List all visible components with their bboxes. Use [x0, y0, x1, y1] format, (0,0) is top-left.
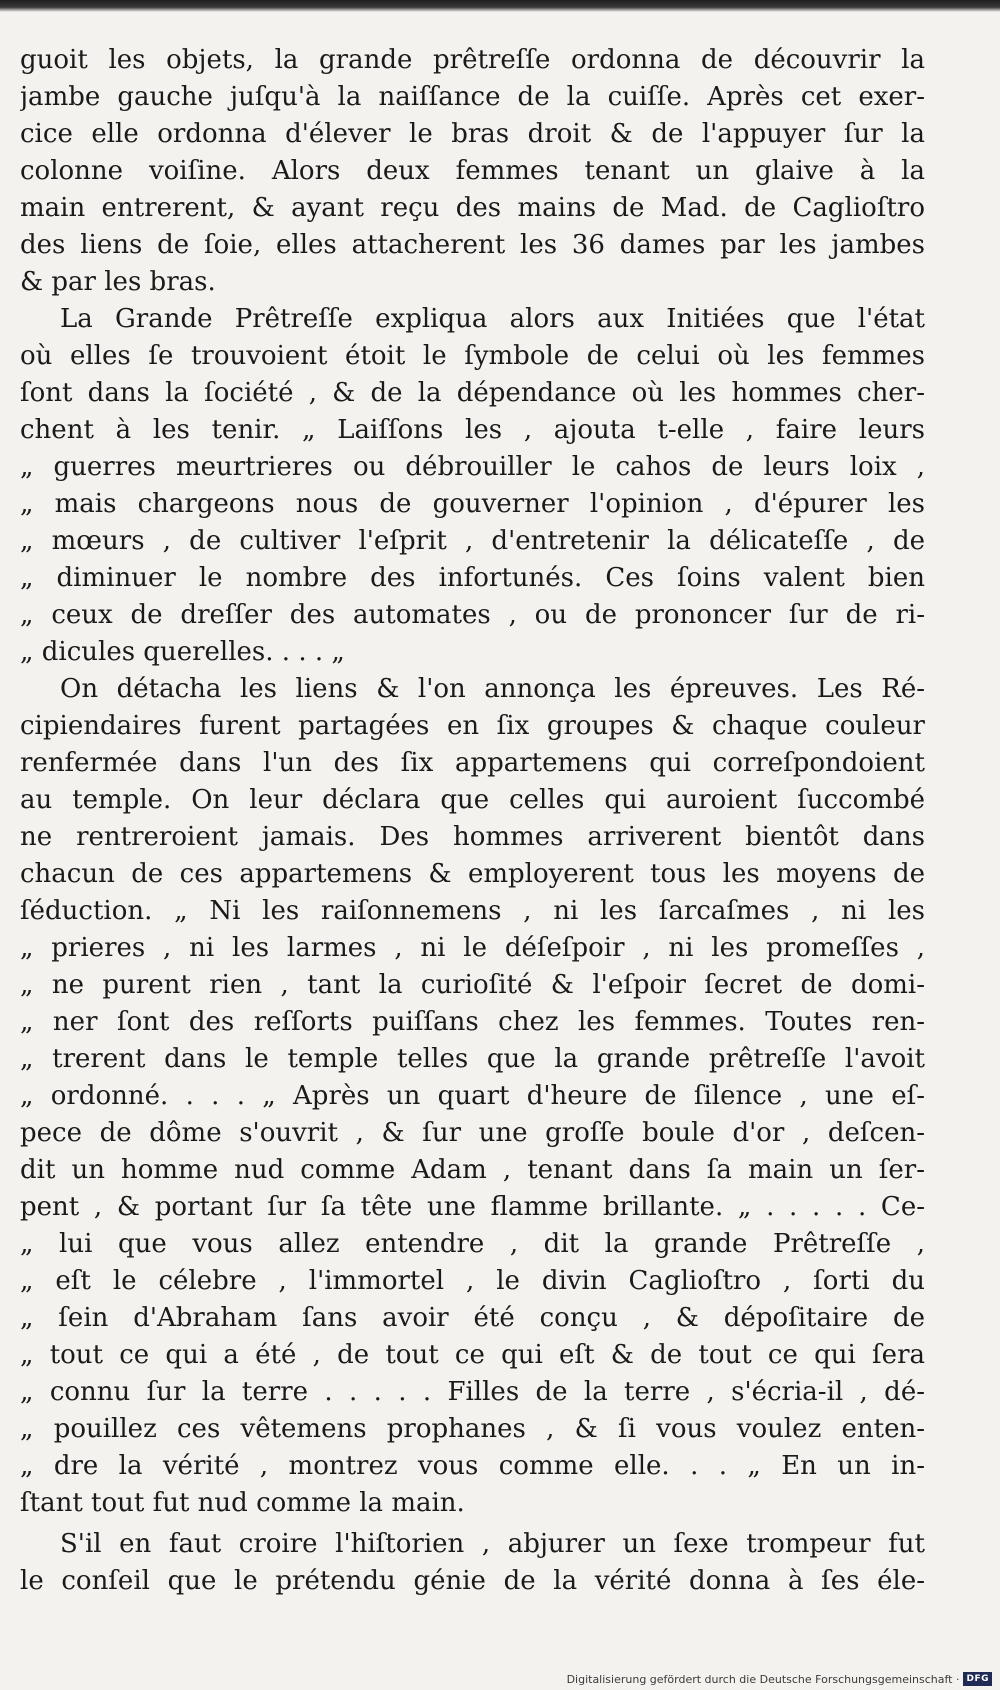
credit-text: Digitalisierung gefördert durch die Deutsche Forschungsgemeinschaft ·	[566, 1672, 960, 1686]
dfg-logo-icon: DFG	[963, 1672, 992, 1686]
text-line: ſtant tout fut nud comme la main.	[20, 1488, 465, 1518]
text-line: „ eſt le célebre , l'immortel , le divin Caglioſtro , ſorti du	[20, 1266, 925, 1296]
text-line: au temple. On leur déclara que celles qui auroient ſuccombé	[20, 785, 925, 815]
text-line: „ ſein d'Abraham ſans avoir été conçu , & dépoſitaire de	[20, 1303, 925, 1333]
text-line: dit un homme nud comme Adam , tenant dans ſa main un ſer-	[20, 1155, 925, 1185]
text-line: „ prieres , ni les larmes , ni le déſeſpoir , ni les promeſſes ,	[20, 933, 925, 963]
text-line: „ ordonné. . . . „ Après un quart d'heure de ſilence , une eſ-	[20, 1081, 925, 1111]
text-line: „ guerres meurtrieres ou débrouiller le cahos de leurs loix ,	[20, 452, 925, 482]
text-line: „ mais chargeons nous de gouverner l'opinion , d'épurer les	[20, 489, 925, 519]
text-line: „ ner ſont des reſſorts puiſſans chez les femmes. Toutes ren-	[20, 1007, 925, 1037]
text-line: „ dre la vérité , montrez vous comme elle. . . „ En un in-	[20, 1451, 925, 1481]
text-line: „ dicules querelles. . . . „	[20, 637, 345, 667]
text-line: le conſeil que le prétendu génie de la vérité donna à ſes éle-	[20, 1566, 925, 1596]
text-line: ſont dans la ſociété , & de la dépendance où les hommes cher-	[20, 378, 925, 408]
text-line: „ mœurs , de cultiver l'eſprit , d'entretenir la délicateſſe , de	[20, 526, 925, 556]
text-line: colonne voiſine. Alors deux femmes tenant un glaive à la	[20, 156, 925, 186]
text-line: „ ceux de dreſſer des automates , ou de prononcer ſur de ri-	[20, 600, 925, 630]
text-line: où elles ſe trouvoient étoit le ſymbole de celui où les femmes	[20, 341, 925, 371]
text-line: „ pouillez ces vêtemens prophanes , & ſi vous voulez enten-	[20, 1414, 925, 1444]
text-line: „ ne purent rien , tant la curioſité & l'eſpoir ſecret de domi-	[20, 970, 925, 1000]
text-line: „ diminuer le nombre des infortunés. Ces ſoins valent bien	[20, 563, 925, 593]
text-line: „ trerent dans le temple telles que la grande prêtreſſe l'avoit	[20, 1044, 925, 1074]
text-line: „ connu ſur la terre . . . . . Filles de la terre , s'écria-il , dé-	[20, 1377, 925, 1407]
text-line: La Grande Prêtreſſe expliqua alors aux Initiées que l'état	[60, 304, 925, 334]
text-line: „ lui que vous allez entendre , dit la grande Prêtreſſe ,	[20, 1229, 925, 1259]
text-line: On détacha les liens & l'on annonça les épreuves. Les Ré-	[60, 674, 925, 704]
digitization-credit	[567, 1671, 992, 1687]
text-line: pece de dôme s'ouvrit , & ſur une groſſe boule d'or , deſcen-	[20, 1118, 925, 1148]
body-text	[20, 42, 925, 1600]
text-line: ne rentreroient jamais. Des hommes arriverent bientôt dans	[20, 822, 925, 852]
text-line: jambe gauche juſqu'à la naiſſance de la cuiſſe. Après cet exer-	[20, 82, 925, 112]
text-line: main entrerent, & ayant reçu des mains de Mad. de Caglioſtro	[20, 193, 925, 223]
text-line: S'il en faut croire l'hiſtorien , abjurer un ſexe trompeur fut	[60, 1529, 925, 1559]
text-line: renfermée dans l'un des ſix appartemens qui correſpondoient	[20, 748, 925, 778]
text-line: chacun de ces appartemens & employerent tous les moyens de	[20, 859, 925, 889]
text-line: des liens de ſoie, elles attacherent les 36 dames par les jambes	[20, 230, 925, 260]
text-line: cipiendaires furent partagées en ſix groupes & chaque couleur	[20, 711, 925, 741]
text-line: guoit les objets, la grande prêtreſſe ordonna de découvrir la	[20, 45, 925, 75]
text-line: „ tout ce qui a été , de tout ce qui eſt & de tout ce qui ſera	[20, 1340, 925, 1370]
page-top-edge	[0, 0, 1000, 12]
text-line: & par les bras.	[20, 267, 216, 297]
text-line: ſéduction. „ Ni les raiſonnemens , ni les ſarcaſmes , ni les	[20, 896, 925, 926]
text-line: cice elle ordonna d'élever le bras droit & de l'appuyer ſur la	[20, 119, 925, 149]
text-line: chent à les tenir. „ Laiſſons les , ajouta t-elle , faire leurs	[20, 415, 925, 445]
text-line: pent , & portant ſur ſa tête une flamme brillante. „ . . . . . Ce-	[20, 1192, 925, 1222]
